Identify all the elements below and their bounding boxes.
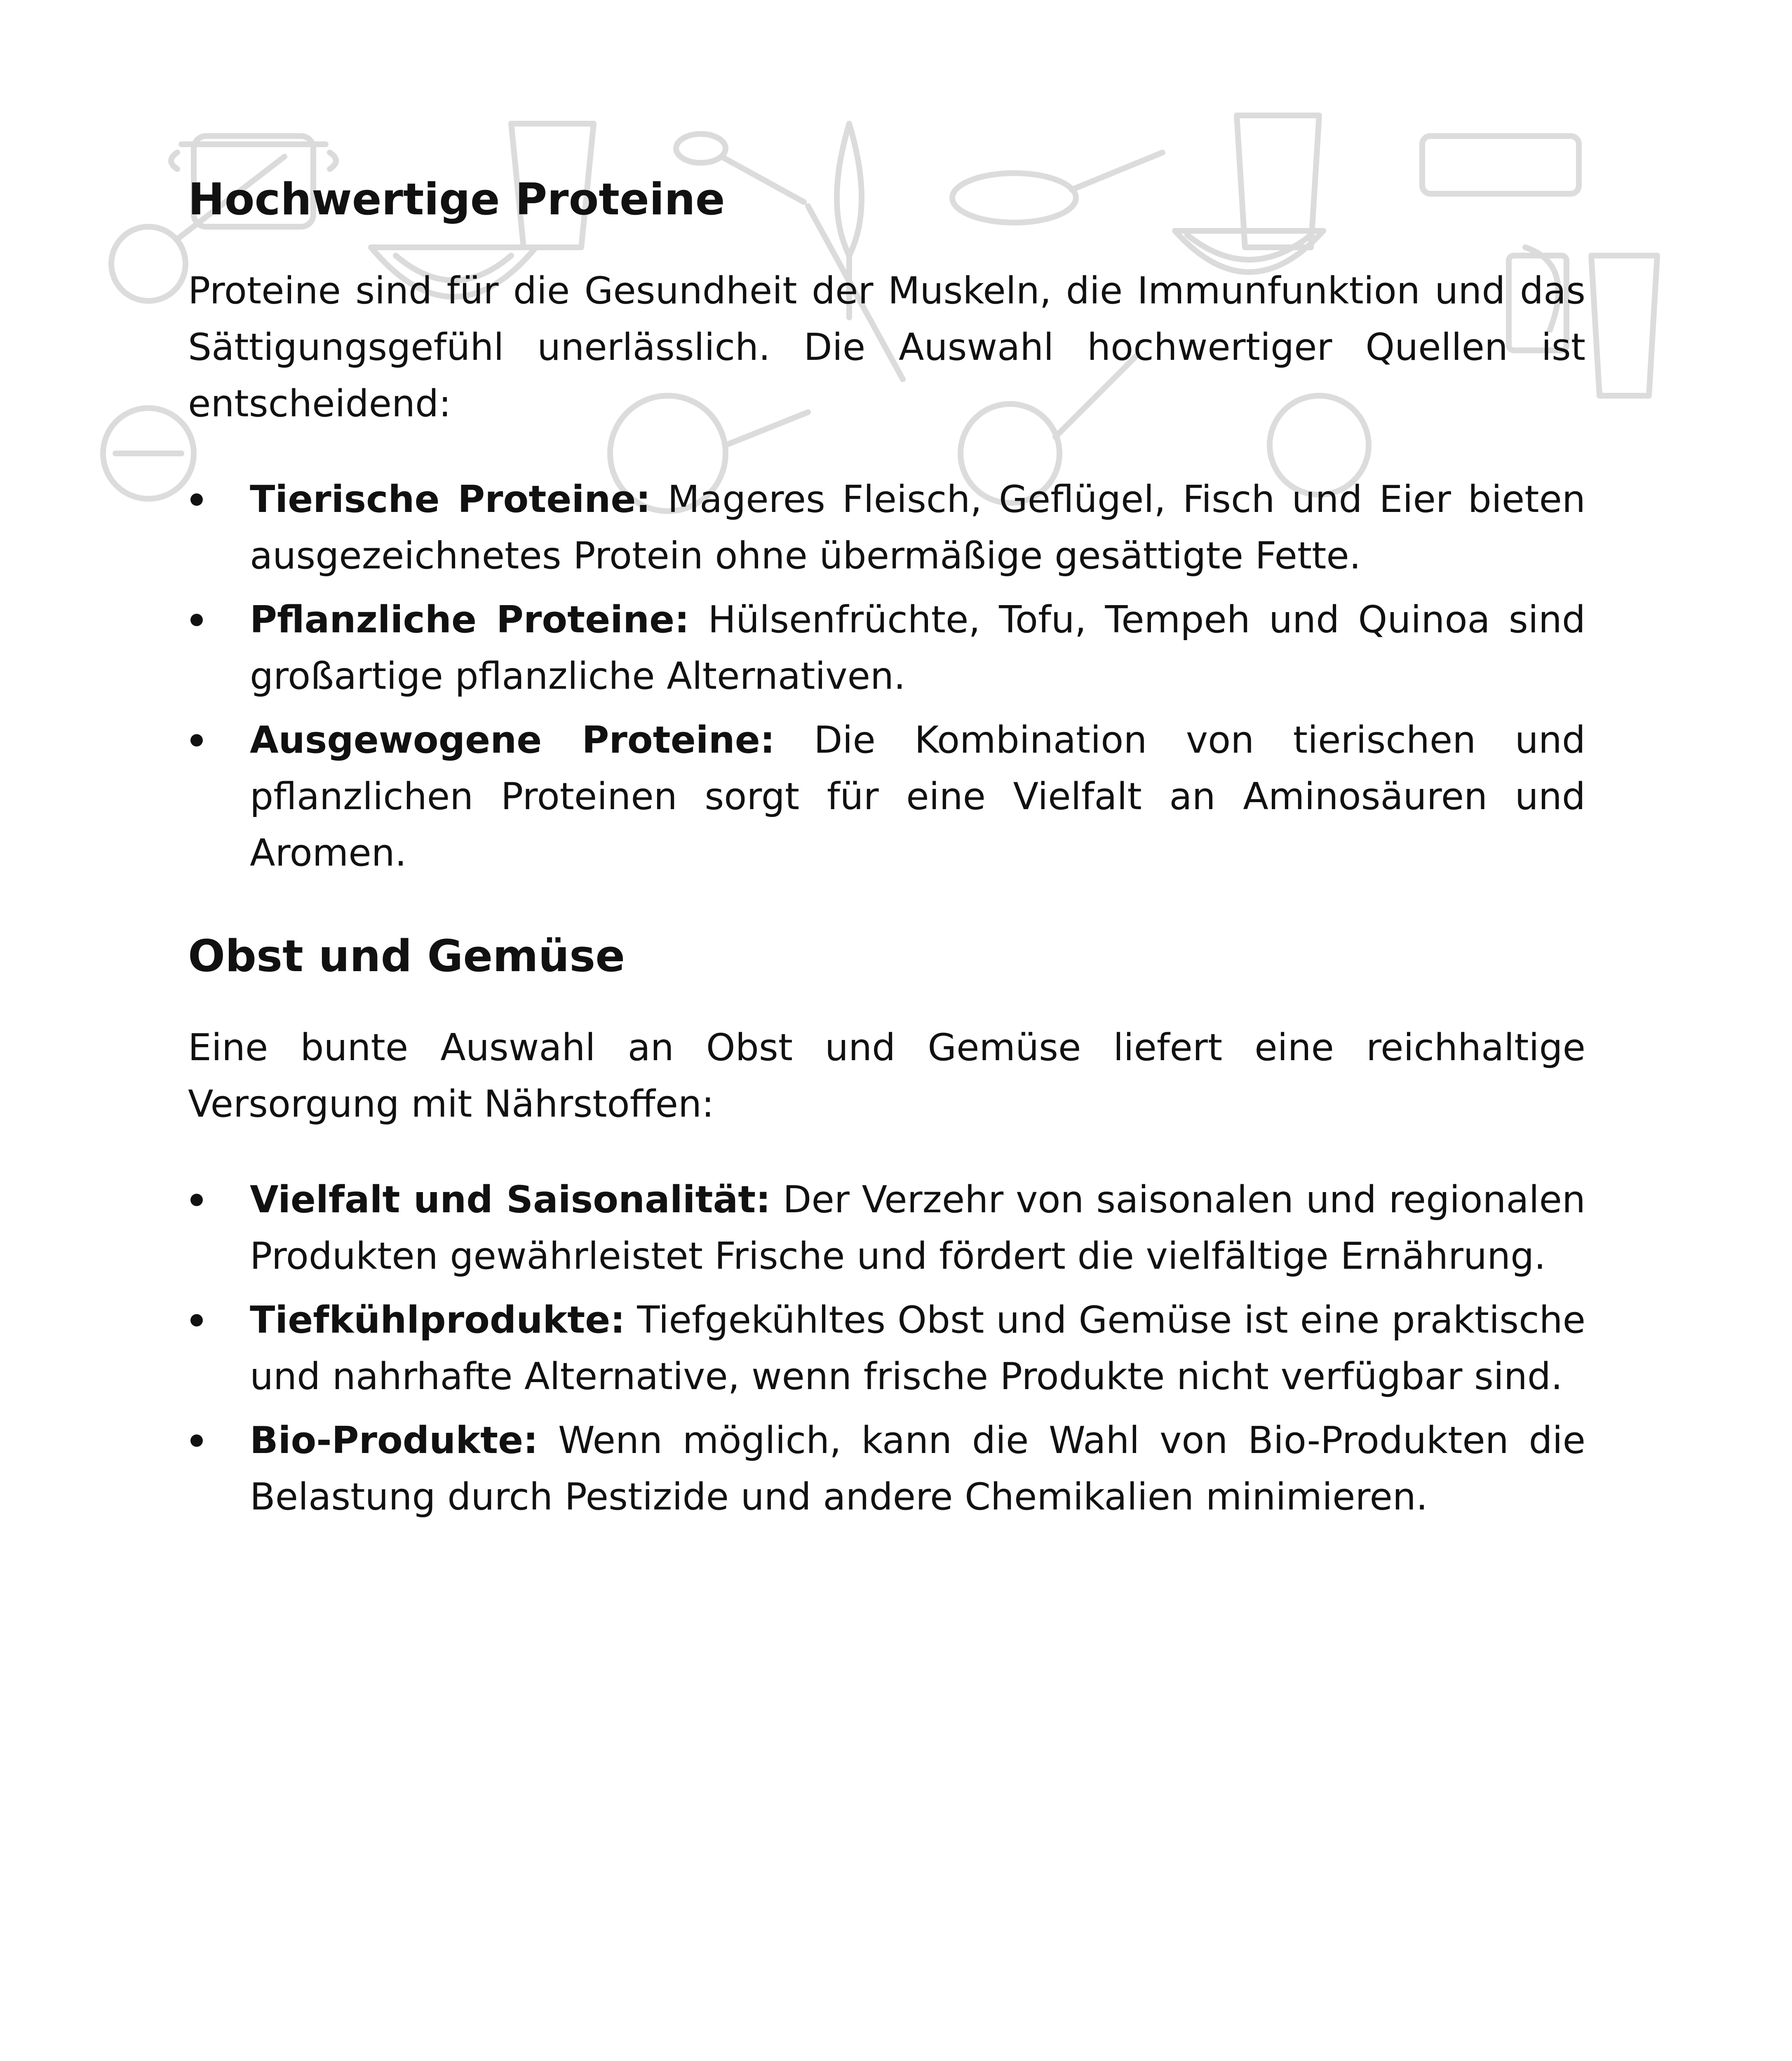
list-item-text: Die Kombination von tierischen und pflanzlichen Proteinen sorgt für eine Vielfalt an Aminosäuren und Aromen. <box>250 718 1585 875</box>
list-item <box>188 1292 1585 1405</box>
list-item-text: Wenn möglich, kann die Wahl von Bio-Produkten die Belastung durch Pestizide und andere Chemikalien minimieren. <box>250 1419 1585 1519</box>
bullet-list <box>188 471 1585 881</box>
section-heading: Obst und Gemüse <box>188 931 625 982</box>
list-item <box>188 712 1585 881</box>
bullet-icon <box>190 1314 203 1326</box>
section-intro: Proteine sind für die Gesundheit der Muskeln, die Immunfunktion und das Sättigungsgefühl unerlässlich. Die Auswahl hochwertiger Quellen ist entscheidend: <box>188 269 1585 426</box>
list-item <box>188 1171 1585 1284</box>
list-item-text: Tiefgekühltes Obst und Gemüse ist eine praktische und nahrhafte Alternative, wenn frische Produkte nicht verfügbar sind. <box>250 1298 1585 1399</box>
list-item-text: Hülsenfrüchte, Tofu, Tempeh und Quinoa sind großartige pflanzliche Alternativen. <box>250 598 1585 698</box>
section-intro: Eine bunte Auswahl an Obst und Gemüse liefert eine reichhaltige Versorgung mit Nährstoffen: <box>188 1026 1585 1126</box>
list-item-text: Der Verzehr von saisonalen und regionalen Produkten gewährleistet Frische und fördert die vielfältige Ernährung. <box>250 1178 1585 1278</box>
list-item-term: Pflanzliche Proteine: <box>250 598 690 642</box>
bullet-icon <box>190 614 203 626</box>
list-item-text: Mageres Fleisch, Geflügel, Fisch und Eier bieten ausgezeichnetes Protein ohne übermäßige gesättigte Fette. <box>250 478 1585 578</box>
list-item-term: Bio-Produkte: <box>250 1419 538 1462</box>
list-item <box>188 1412 1585 1525</box>
list-item <box>188 592 1585 704</box>
bullet-list <box>188 1171 1585 1525</box>
bullet-icon <box>190 1194 203 1206</box>
bullet-icon <box>190 493 203 506</box>
main-content <box>188 173 1585 1533</box>
section-hochwertige-proteine <box>188 173 1585 881</box>
list-item-term: Vielfalt und Saisonalität: <box>250 1178 771 1222</box>
bullet-icon <box>190 734 203 746</box>
section-heading: Hochwertige Proteine <box>188 174 725 225</box>
list-item-term: Tierische Proteine: <box>250 478 651 521</box>
list-item-term: Ausgewogene Proteine: <box>250 718 775 762</box>
section-obst-und-gemuese <box>188 930 1585 1525</box>
list-item <box>188 471 1585 584</box>
list-item-term: Tiefkühlprodukte: <box>250 1298 625 1342</box>
bullet-icon <box>190 1434 203 1447</box>
